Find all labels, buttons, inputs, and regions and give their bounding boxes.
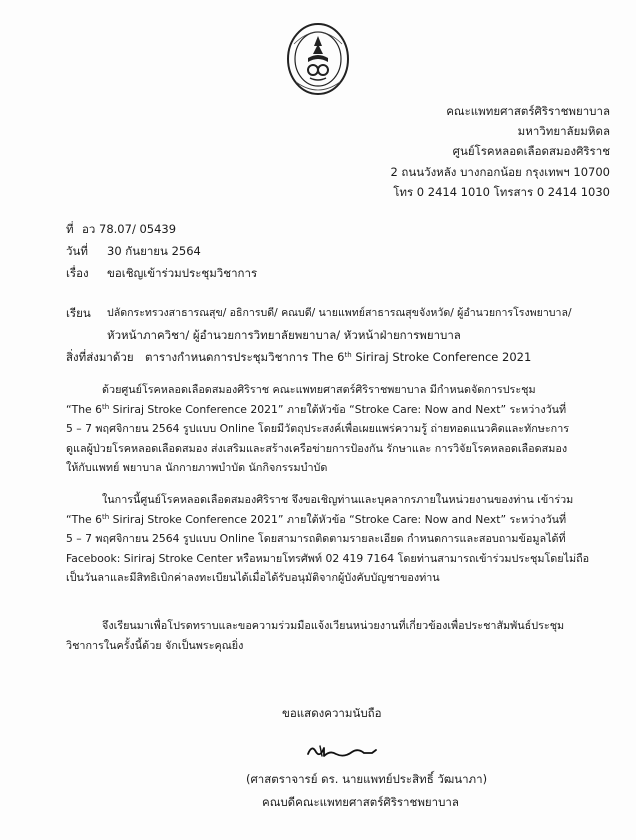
ref-label: ที่ bbox=[66, 222, 74, 236]
ref-number: อว 78.07/ 05439 bbox=[82, 222, 177, 236]
subject-label: เรื่อง bbox=[66, 266, 89, 280]
signer-title: คณบดีคณะแพทยศาสตร์ศิริราชพยาบาล bbox=[262, 795, 459, 809]
sender-center: ศูนย์โรคหลอดเลือดสมองศิริราช bbox=[452, 144, 610, 158]
closing-salutation: ขอแสดงความนับถือ bbox=[282, 706, 382, 720]
paragraph-2-line-5: เป็นวันลาและมีสิทธิเบิกค่าลงทะเบียนได้เมื่อได้รับอนุมัติจากผู้บังคับบัญชาของท่าน bbox=[66, 571, 440, 584]
paragraph-2-line-1: ในการนี้ศูนย์โรคหลอดเลือดสมองศิริราช จึงขอเชิญท่านและบุคลากรภายในหน่วยงานของท่าน เข้าร่วม bbox=[102, 493, 574, 506]
paragraph-1-line-3: 5 – 7 พฤศจิกายน 2564 รูปแบบ Online โดยมีวัตถุประสงค์เพื่อเผยแพร่ความรู้ ถ่ายทอดแนวคิดและทักษะการ bbox=[66, 422, 570, 435]
addressee-line-1: ปลัดกระทรวงสาธารณสุข/ อธิการบดี/ คณบดี/ นายแพทย์สาธารณสุขจังหวัด/ ผู้อำนวยการโรงพยาบาล/ bbox=[107, 307, 572, 319]
body-paragraph-1 bbox=[66, 380, 612, 478]
mahidol-university-seal bbox=[286, 22, 350, 96]
sender-university: มหาวิทยาลัยมหิดล bbox=[517, 124, 610, 138]
body-paragraph-2 bbox=[66, 490, 612, 588]
subject-value: ขอเชิญเข้าร่วมประชุมวิชาการ bbox=[107, 266, 258, 280]
paragraph-2-line-2: “The 6th Siriraj Stroke Conference 2021” ภายใต้หัวข้อ “Stroke Care: Now and Next” ระหว่างวันที่ bbox=[66, 512, 567, 526]
enclosure-label: สิ่งที่ส่งมาด้วย bbox=[66, 350, 134, 364]
sender-street-address: 2 ถนนวังหลัง บางกอกน้อย กรุงเทพฯ 10700 bbox=[390, 165, 610, 179]
handwritten-signature bbox=[300, 738, 384, 762]
paragraph-2-line-4: Facebook: Siriraj Stroke Center หรือหมายโทรศัพท์ 02 419 7164 โดยท่านสามารถเข้าร่วมประชุมโดยไม่ถือ bbox=[66, 551, 590, 565]
sender-faculty: คณะแพทยศาสตร์ศิริราชพยาบาล bbox=[446, 104, 610, 118]
paragraph-3-line-1: จึงเรียนมาเพื่อโปรดทราบและขอความร่วมมือแจ้งเวียนหน่วยงานที่เกี่ยวข้องเพื่อประชาสัมพันธ์ประชุม bbox=[102, 619, 565, 632]
paragraph-2-line-3: 5 – 7 พฤศจิกายน 2564 รูปแบบ Online โดยสามารถติดตามรายละเอียด กำหนดการและสอบถามข้อมูลได้ที่ bbox=[66, 532, 566, 545]
date-label: วันที่ bbox=[66, 244, 88, 258]
paragraph-1-line-2: “The 6th Siriraj Stroke Conference 2021” ภายใต้หัวข้อ “Stroke Care: Now and Next” ระหว่างวันที่ bbox=[66, 402, 567, 416]
addressee-label: เรียน bbox=[66, 306, 91, 320]
paragraph-1-line-4: ดูแลผู้ป่วยโรคหลอดเลือดสมอง ส่งเสริมและสร้างเครือข่ายการป้องกัน รักษาและ การวิจัยโรคหลอดเลือดสมอง bbox=[66, 441, 568, 455]
date-value: 30 กันยายน 2564 bbox=[107, 244, 201, 258]
addressee-line-2: หัวหน้าภาควิชา/ ผู้อำนวยการวิทยาลัยพยาบาล/ หัวหน้าฝ่ายการพยาบาล bbox=[107, 328, 461, 342]
body-paragraph-3 bbox=[66, 616, 612, 655]
paragraph-1-line-5: ให้กับแพทย์ พยาบาล นักกายภาพบำบัด นักกิจกรรมบำบัด bbox=[66, 461, 328, 474]
paragraph-1-line-1: ด้วยศูนย์โรคหลอดเลือดสมองศิริราช คณะแพทยศาสตร์ศิริราชพยาบาล มีกำหนดจัดการประชุม bbox=[102, 383, 536, 396]
enclosure-value: ตารางกำหนดการประชุมวิชาการ The 6th Siriraj Stroke Conference 2021 bbox=[145, 350, 532, 364]
paragraph-3-line-2: วิชาการในครั้งนี้ด้วย จักเป็นพระคุณยิ่ง bbox=[66, 638, 244, 652]
sender-phone-fax: โทร 0 2414 1010 โทรสาร 0 2414 1030 bbox=[393, 185, 610, 199]
signer-name: (ศาสตราจารย์ ดร. นายแพทย์ประสิทธิ์ วัฒนาภา) bbox=[246, 772, 488, 786]
